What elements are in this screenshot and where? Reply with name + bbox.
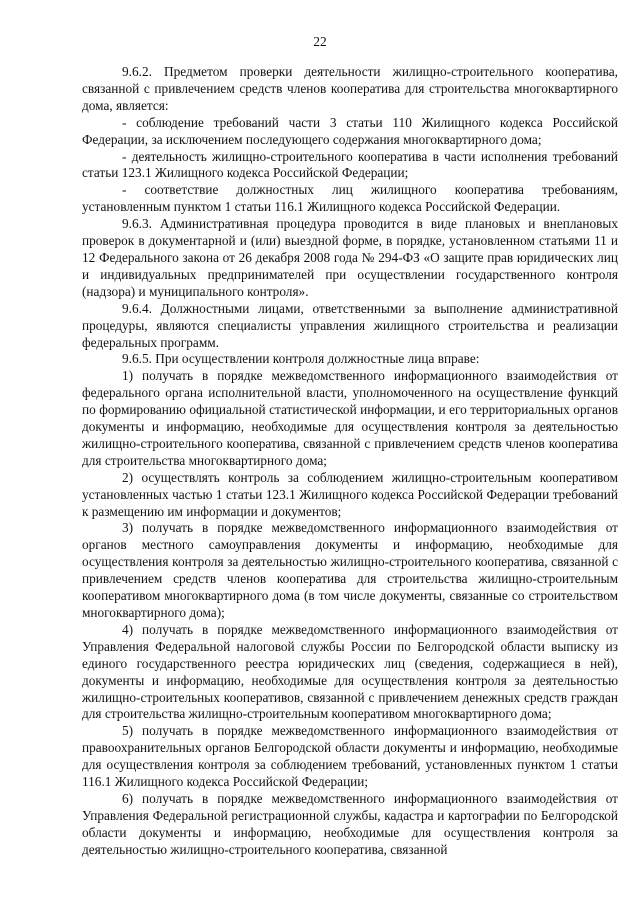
paragraph-9-6-4: 9.6.4. Должностными лицами, ответственными за выполнение административной процедуры, являются специалисты управления жилищного строительства и реализации федеральных программ. [82, 300, 618, 350]
document-body [82, 64, 618, 859]
list-item-1: 1) получать в порядке межведомственного информационного взаимодействия от федерального органа исполнительной власти, уполномоченного на осуществление функций по формированию официальной статистической информации, и его территориальных органов документы и информацию, необходимые для осуществления контроля за деятельностью жилищно-строительного кооператива, связанной с привлечением средств членов кооператива для строительства многоквартирного дома; [82, 368, 618, 468]
list-item-officials-article-116-1: - соответствие должностных лиц жилищного кооператива требованиям, установленным пунктом 1 статьи 116.1 Жилищного кодекса Российской Федерации. [82, 182, 618, 215]
list-item-6: 6) получать в порядке межведомственного информационного взаимодействия от Управления Федеральной регистрационной службы, кадастра и картографии по Белгородской области документы и информацию, необходимые для осуществления контроля за деятельностью жилищно-строительного кооператива, связанной [82, 790, 618, 857]
list-item-4: 4) получать в порядке межведомственного информационного взаимодействия от Управления Федеральной налоговой службы России по Белгородской области выписку из единого государственного реестра юридических лиц (сведения, содержащиеся в ней), документы и информацию, необходимые для осуществления контроля за деятельностью жилищно-строительных кооперативов, связанной с привлечением денежных средств граждан для строительства жилищно-строительным кооперативом многоквартирного дома; [82, 621, 618, 722]
list-item-requirements-article-110: - соблюдение требований части 3 статьи 110 Жилищного кодекса Российской Федерации, за исключением последующего содержания многоквартирного дома; [82, 114, 618, 147]
paragraph-9-6-3: 9.6.3. Административная процедура проводится в виде плановых и внеплановых проверок в документарной и (или) выездной форме, в порядке, установленном статьями 11 и 12 Федерального закона от 26 декабря 2008 года № 294-ФЗ «О защите прав юридических лиц и индивидуальных предпринимателей при осуществлении государственного контроля (надзора) и муниципального контроля». [82, 216, 618, 299]
paragraph-9-6-2: 9.6.2. Предметом проверки деятельности жилищно-строительного кооператива, связанной с привлечением средств членов кооператива для строительства многоквартирного дома, является: [82, 64, 618, 113]
list-item-3: 3) получать в порядке межведомственного информационного взаимодействия от органов местного самоуправления документы и информацию, необходимые для осуществления контроля за деятельностью жилищно-строительного кооператива, связанной с привлечением средств членов кооператива для строительства жилищно-строительным кооперативом многоквартирного дома (в том числе документы, связанные со строительством многоквартирного дома); [82, 520, 618, 620]
list-item-5: 5) получать в порядке межведомственного информационного взаимодействия от правоохранительных органов Белгородской области документы и информацию, необходимые для осуществления контроля за соблюдением требований, установленных пунктом 1 статьи 116.1 Жилищного кодекса Российской Федерации; [82, 723, 618, 790]
list-item-2: 2) осуществлять контроль за соблюдением жилищно-строительным кооперативом установленных частью 1 статьи 123.1 Жилищного кодекса Российской Федерации требований к размещению им информации и документов; [82, 469, 618, 519]
paragraph-9-6-5: 9.6.5. При осуществлении контроля должностные лица вправе: [122, 351, 480, 367]
list-item-activity-article-123-1: - деятельность жилищно-строительного кооператива в части исполнения требований статьи 123.1 Жилищного кодекса Российской Федерации; [82, 148, 618, 181]
page-number: 22 [313, 34, 327, 49]
